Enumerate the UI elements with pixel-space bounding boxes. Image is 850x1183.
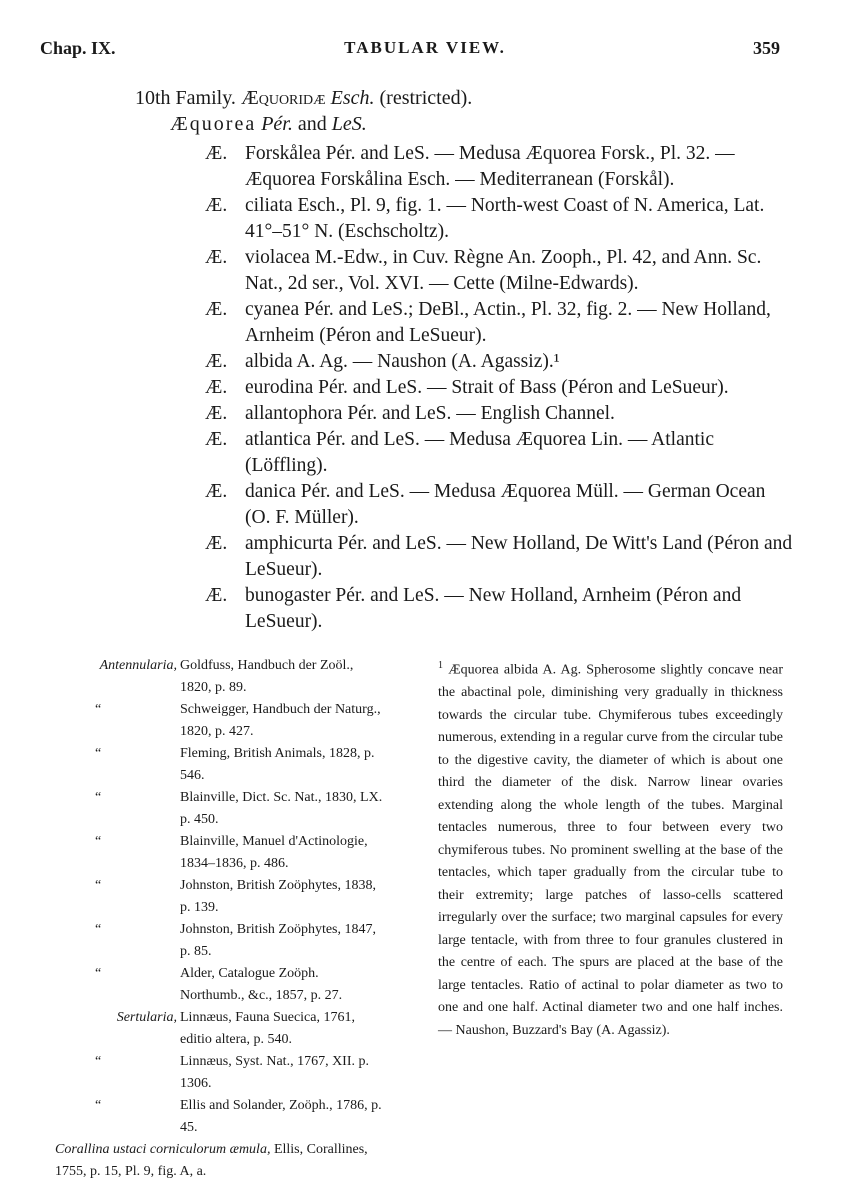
synonymy-row [55, 699, 385, 743]
species-abbr: Æ. [205, 533, 228, 554]
species-abbr: Æ. [205, 481, 228, 502]
family-name: Æquoridæ [240, 87, 326, 109]
species-text: albida A. Ag. — Naushon (A. Agassiz).¹ [245, 351, 560, 372]
genus-name: Æquorea [170, 113, 257, 135]
species-text: eurodina Pér. and LeS. — Strait of Bass (Péron and LeSueur). [245, 377, 729, 398]
species-entry [205, 401, 795, 427]
genus-author2: LeS. [331, 113, 367, 135]
footnote-mark: 1 [438, 660, 443, 671]
family-heading [135, 87, 472, 110]
synonymy-text: Goldfuss, Handbuch der Zoöl., 1820, p. 89. [180, 658, 354, 695]
synonymy-text: Ellis and Solander, Zoöph., 1786, p. 45. [180, 1098, 382, 1135]
ditto-mark: “ [95, 1098, 102, 1113]
species-abbr: Æ. [205, 585, 228, 606]
family-author: Esch. [330, 87, 375, 109]
species-entry [205, 531, 795, 583]
species-entry [205, 427, 795, 479]
species-entry [205, 479, 795, 531]
synonymy-text: Johnston, British Zoöphytes, 1847, p. 85. [180, 922, 377, 959]
species-text: violacea M.-Edw., in Cuv. Règne An. Zooph., Pl. 42, and Ann. Sc. Nat., 2d ser., Vol. XVI. — Cette (Milne-Edwards). [245, 247, 762, 294]
synonymy-row [55, 963, 385, 1007]
synonymy-column [55, 655, 385, 1183]
synonymy-text: Blainville, Manuel d'Actinologie, 1834–1836, p. 486. [180, 834, 368, 871]
synonymy-text: Fleming, British Animals, 1828, p. 546. [180, 746, 375, 783]
species-abbr: Æ. [205, 195, 228, 216]
species-abbr: Æ. [205, 351, 228, 372]
species-text: atlantica Pér. and LeS. — Medusa Æquorea Lin. — Atlantic (Löffling). [245, 429, 714, 476]
synonymy-row [55, 1139, 385, 1183]
ditto-mark: “ [95, 878, 102, 893]
species-abbr: Æ. [205, 299, 228, 320]
species-abbr: Æ. [205, 429, 228, 450]
synonymy-row [55, 655, 385, 699]
ditto-mark: “ [95, 966, 102, 981]
synonymy-row [55, 743, 385, 787]
running-title: TABULAR VIEW. [344, 38, 506, 57]
page-number: 359 [753, 38, 780, 58]
synonymy-row [55, 831, 385, 875]
species-text: bunogaster Pér. and LeS. — New Holland, Arnheim (Péron and LeSueur). [245, 585, 742, 632]
synonymy-row [55, 919, 385, 963]
species-text: ciliata Esch., Pl. 9, fig. 1. — North-west Coast of N. America, Lat. 41°–51° N. (Eschscholtz). [245, 195, 765, 242]
genus-author: Pér. [261, 113, 293, 135]
synonymy-row [55, 1095, 385, 1139]
synonymy-text: Johnston, British Zoöphytes, 1838, p. 139. [180, 878, 377, 915]
family-ordinal: 10th Family. [135, 87, 236, 109]
species-abbr: Æ. [205, 377, 228, 398]
species-entry [205, 375, 795, 401]
ditto-mark: “ [95, 790, 102, 805]
species-entry [205, 297, 795, 349]
ditto-mark: “ [95, 922, 102, 937]
species-entry [205, 583, 795, 635]
ditto-mark: “ [95, 746, 102, 761]
species-text: cyanea Pér. and LeS.; DeBl., Actin., Pl. 32, fig. 2. — New Holland, Arnheim (Péron and LeSueur). [245, 299, 771, 346]
species-abbr: Æ. [205, 403, 228, 424]
footnote-text: Æquorea albida A. Ag. Spherosome slightly concave near the abactinal pole, diminishing very gradually in thickness towards the circular tube. Chymiferous tubes exceedingly numerous, extending in a regular curve from the circular tube to the digestive cavity, the diameter of which is about one third the diameter of the disk. Narrow linear ovaries extending along the whole length of the tubes. Marginal tentacles numerous, three to four between every two chymiferous tubes. No prominent swelling at the base of the tentacles, which taper gradually from the circular tube to their extremity; large patches of lasso-cells scattered irregularly over the surface; two marginal capsules for every large tentacle, with from three to four granules clustered in the centre of each. The spurs are placed at the base of the large tentacles. Ratio of actinal to polar diameter as two to one and one half. Actinal diameter two and one half inches. — Naushon, Buzzard's Bay (A. Agassiz). [438, 662, 784, 1038]
synonymy-italic: Corallina ustaci corniculorum æmula, [55, 1142, 271, 1157]
synonymy-row [55, 875, 385, 919]
genus-and: and [297, 113, 327, 135]
synonymy-text: Alder, Catalogue Zoöph. Northumb., &c., 1857, p. 27. [180, 966, 343, 1003]
synonymy-text: Linnæus, Fauna Suecica, 1761, editio altera, p. 540. [180, 1010, 355, 1047]
species-abbr: Æ. [205, 247, 228, 268]
synonymy-genus: Sertularia, [116, 1010, 177, 1025]
genus-heading [170, 113, 367, 136]
chapter-header: Chap. IX. [40, 38, 116, 58]
species-text: Forskålea Pér. and LeS. — Medusa Æquorea Forsk., Pl. 32. — Æquorea Forskålina Esch. — Mediterranean (Forskål). [245, 143, 735, 190]
ditto-mark: “ [95, 834, 102, 849]
synonymy-row [55, 1051, 385, 1095]
synonymy-row [55, 1007, 385, 1051]
footnote [438, 655, 783, 1042]
species-abbr: Æ. [205, 143, 228, 164]
synonymy-row [55, 787, 385, 831]
family-note: (restricted). [379, 87, 473, 109]
synonymy-text: Linnæus, Syst. Nat., 1767, XII. p. 1306. [180, 1054, 369, 1091]
species-text: danica Pér. and LeS. — Medusa Æquorea Müll. — German Ocean (O. F. Müller). [245, 481, 766, 528]
synonymy-text: Ellis, Corallines, 1755, p. 15, Pl. 9, fig. A, a. [55, 1142, 368, 1179]
synonymy-genus: Antennularia, [99, 658, 177, 673]
ditto-mark: “ [95, 702, 102, 717]
ditto-mark: “ [95, 1054, 102, 1069]
species-entry [205, 245, 795, 297]
species-list [205, 141, 795, 635]
species-entry [205, 349, 795, 375]
synonymy-text: Blainville, Dict. Sc. Nat., 1830, LX. p. 450. [180, 790, 383, 827]
synonymy-text: Schweigger, Handbuch der Naturg., 1820, p. 427. [180, 702, 381, 739]
species-entry [205, 141, 795, 193]
species-text: allantophora Pér. and LeS. — English Channel. [245, 403, 615, 424]
species-entry [205, 193, 795, 245]
species-text: amphicurta Pér. and LeS. — New Holland, De Witt's Land (Péron and LeSueur). [245, 533, 793, 580]
